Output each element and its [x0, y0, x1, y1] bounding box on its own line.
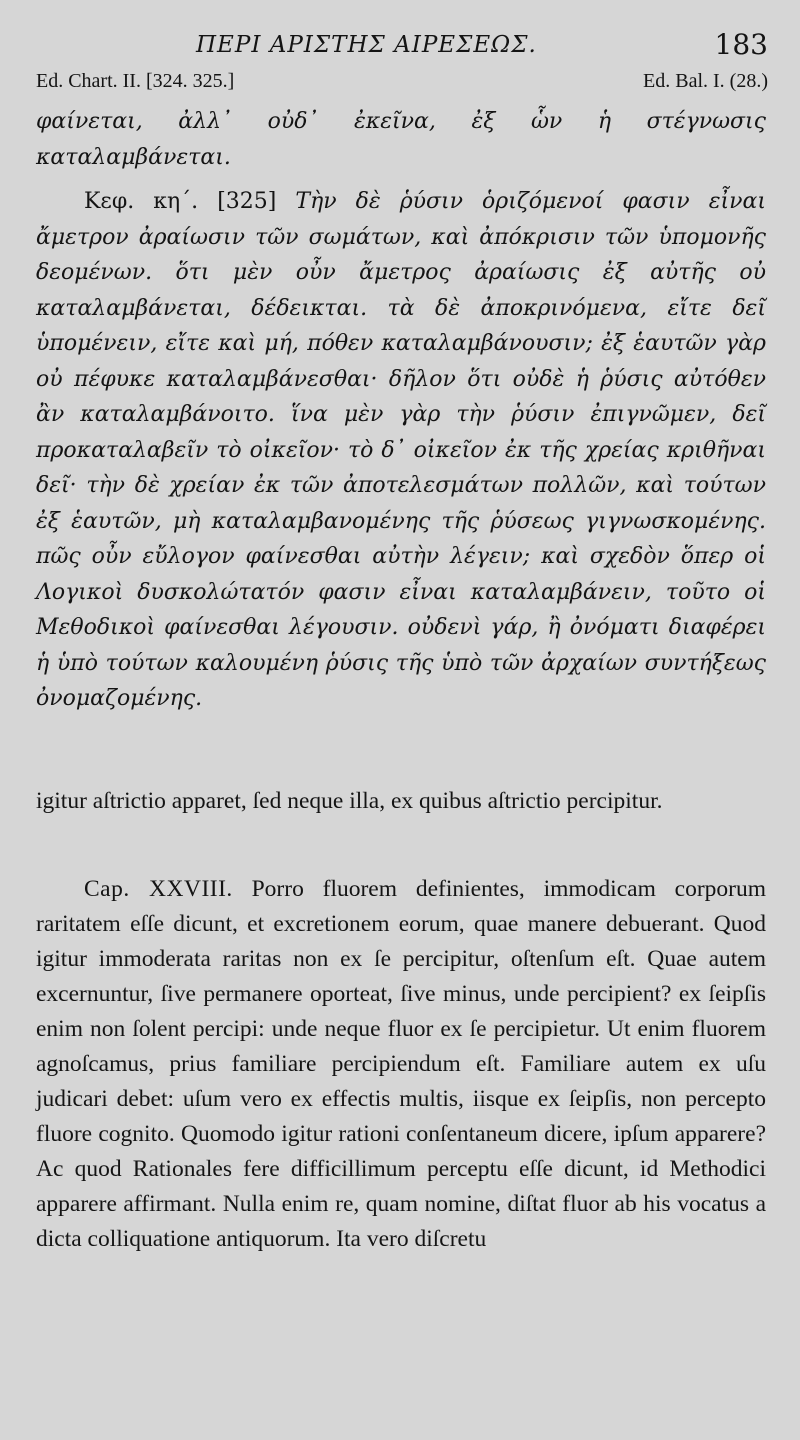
edition-reference-basel: Ed. Bal. I. (28.) — [643, 70, 768, 92]
latin-chapter-label: Cap. XXVIII. — [84, 876, 233, 902]
greek-continuation-paragraph: φαίνεται, ἀλλ᾽ οὐδ᾽ ἐκεῖνα, ἐξ ὧν ἡ στέγνωσις καταλαμβάνεται. — [36, 109, 766, 170]
latin-continuation-paragraph: igitur aſtrictio apparet, ſed neque illa, ex quibus aſtrictio percipitur. — [36, 788, 663, 814]
greek-chapter-paragraph — [36, 184, 766, 717]
running-head — [36, 26, 768, 66]
greek-chapter-label: Κεφ. κη΄. [325] — [84, 189, 277, 214]
edition-reference-chart: Ed. Chart. II. [324. 325.] — [36, 70, 235, 92]
latin-chapter-paragraph — [36, 872, 766, 1257]
running-title: ΠΕΡΙ ΑΡΙΣΤΗΣ ΑΙΡΕΣΕΩΣ. — [196, 32, 537, 58]
page-number: 183 — [714, 28, 768, 61]
latin-chapter-text: Porro fluorem definientes, immodicam corporum raritatem eſſe dicunt, et excretionem eorum, quae manere debuerant. Quod igitur immoderata raritas non ex ſe percipitur, oſtenſum eſt. Quae autem excernuntur, ſive permanere oporteat, ſive minus, unde percipient? ex ſeipſis enim non ſolent percipi: unde neque fluor ex ſe percipietur. Ut enim fluorem agnoſcamus, prius familiare percipiendum eſt. Familiare autem ex uſu judicari debet: uſum vero ex effectis multis, iisque ex ſeipſis, non percepto fluore cognito. Quomodo igitur rationi conſentaneum dicere, ipſum apparere? Ac quod Rationales fere difficillimum perceptu eſſe dicunt, id Methodici apparere affirmant. Nulla enim re, quam nomine, diſtat fluor ab his vocatus a dicta colliquatione antiquorum. Ita vero diſcretu — [36, 876, 767, 1252]
edition-reference-line — [36, 70, 768, 98]
greek-chapter-text: Τὴν δὲ ῥύσιν ὁριζόμενοί φασιν εἶναι ἄμετρον ἀραίωσιν τῶν σωμάτων, καὶ ἀπόκρισιν τῶν ὑπομονῆς δεομένων. ὅτι μὲν οὖν ἄμετρος ἀραίωσις ἐξ αὐτῆς οὐ καταλαμβάνεται, δέδεικται. τὰ δὲ ἀποκρινόμενα, εἴτε δεῖ ὑπομένειν, εἴτε καὶ μή, πόθεν καταλαμβάνουσιν; ἐξ ἑαυτῶν γὰρ οὐ πέφυκε καταλαμβάνεσθαι· δῆλον ὅτι οὐδὲ ἡ ῥύσις αὐτόθεν ἂν καταλαμβάνοιτο. ἵνα μὲν γὰρ τὴν ῥύσιν ἐπιγνῶμεν, δεῖ προκαταλαβεῖν τὸ οἰκεῖον· τὸ δ᾽ οἰκεῖον ἐκ τῆς χρείας κριθῆναι δεῖ· τὴν δὲ χρείαν ἐκ τῶν ἀποτελεσμάτων πολλῶν, καὶ τούτων ἐξ ἑαυτῶν, μὴ καταλαμβανομένης τῆς ῥύσεως γιγνωσκομένης. πῶς οὖν εὔλογον φαίνεσθαι αὐτὴν λέγειν; καὶ σχεδὸν ὅπερ οἱ Λογικοὶ δυσκολώτατόν φασιν εἶναι καταλαμβάνειν, τοῦτο οἱ Μεθοδικοὶ φαίνεσθαι λέγουσιν. οὐδενὶ γάρ, ἢ ὀνόματι διαφέρει ἡ ὑπὸ τούτων καλουμένη ῥύσις τῆς ὑπὸ τῶν ἀρχαίων συντήξεως ὀνομαζομένης. — [36, 189, 766, 711]
